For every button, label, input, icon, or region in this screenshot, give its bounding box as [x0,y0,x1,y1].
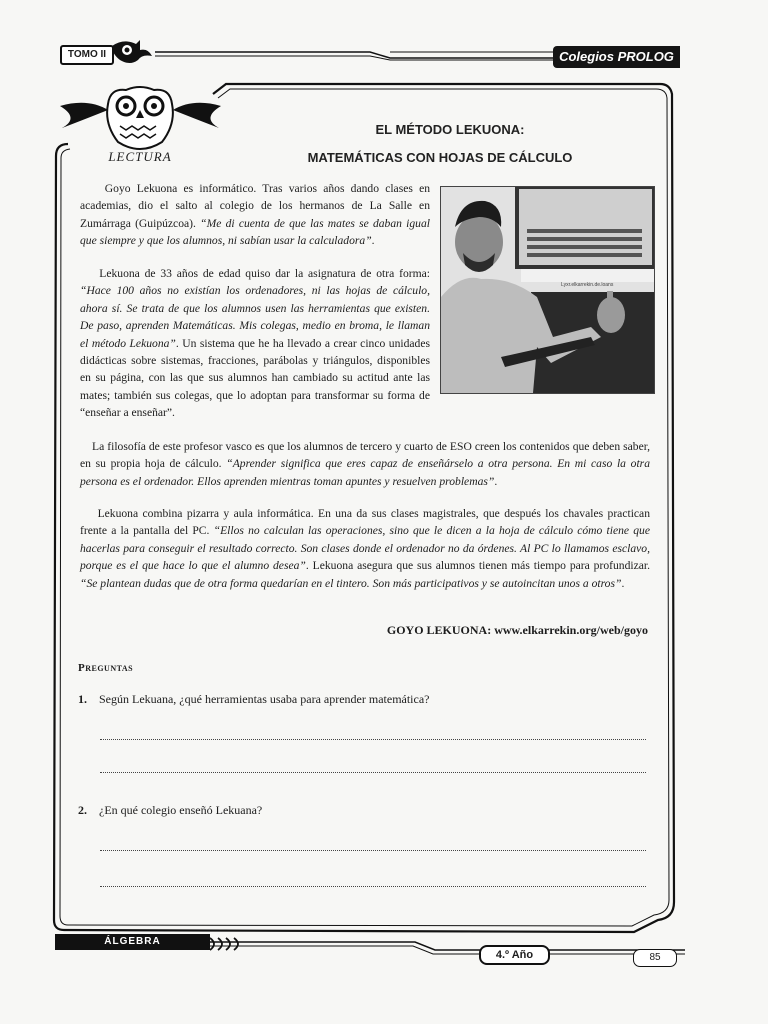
article-title-line2: MATEMÁTICAS CON HOJAS DE CÁLCULO [307,150,573,165]
header-rule [155,47,555,61]
volume-label: TOMO II [60,45,114,65]
owl-logo-icon [110,38,154,68]
brand-label: Colegios PROLOG [553,46,680,68]
question-1: 1. Según Lekuana, ¿qué herramientas usaba para aprender matemática? [78,692,430,706]
grade-label: 4.º Año [479,945,550,965]
article-paragraph-3: La filosofía de este profesor vasco es que los alumnos de tercero y cuarto de ESO creen los contenidos que deben saber, en su propia hoja de cálculo. “Aprender significa que eres capaz de enseñárselo a otra persona. En mi caso la otra persona es el ordenador. Ellos aprenden mientras toman apuntes y resuelven problemas”. [80,440,651,488]
article-title-line1: EL MÉTODO LEKUONA: [375,122,525,137]
article-paragraph-4: Lekuona combina pizarra y aula informática. En una da sus clases magistrales, que después los chavales practican frente a la pantalla del PC. “Ellos no calculan las operaciones, sino que le dicen a la hoja de cálculo cómo tiene que hacerlas para conseguir el resultado correcto. Son clases donde el ordenador no da órdenes. Al PC lo llamamos esclavo, porque es el que hace lo que el alumno desea”. Lekuona asegura que sus alumnos tienen más tiempo para profundizar. “Se plantean dudas que de otra forma quedarían en el tintero. Son más participativos y se autoincitan unos a otros”. [80,507,651,590]
answer-line[interactable] [100,772,646,773]
svg-text:Lyxr.elkarrekin.de.loans: Lyxr.elkarrekin.de.loans [561,282,614,288]
teacher-photo [440,186,655,394]
question-2: 2. ¿En qué colegio enseñó Lekuana? [78,803,263,817]
answer-line[interactable] [100,886,646,887]
answer-line[interactable] [100,739,646,740]
article-paragraph-2: Lekuona de 33 años de edad quiso dar la asignatura de otra forma: “Hace 100 años no existían los ordenadores, ni las hojas de cálculo, ahora sí. Se trata de que los alumnos usen las herramientas que existen. De paso, aprenden Matemáticas. Mis colegas, medio en broma, le llaman el método Lekuona”. Un sistema que he ha llevado a crear cinco unidades didácticas sobre sistemas, fracciones, parábolas y triángulos, disponibles en su página, con las que sus alumnos han cambiado su actitud ante las mates; también sus colegas, que lo adoptan para transformar su forma de “enseñar a enseñar”. [80,267,430,420]
article-paragraph-1: Goyo Lekuona es informático. Tras varios años dando clases en academias, dio el salto al colegio de los hermanos de La Salle en Zumárraga (Guipúzcoa). “Me di cuenta de que las mates se daban igual que siempre y que los alumnos, ni sabían usar la calculadora”. [80,182,431,248]
subject-label: ÁLGEBRA [55,934,210,950]
article-source: GOYO LEKUONA: www.elkarrekin.org/web/goyo [386,623,648,637]
answer-line[interactable] [100,850,646,851]
lectura-label: LECTURA [108,149,172,164]
questions-heading: Preguntas [78,662,134,674]
page-number: 85 [633,949,677,967]
